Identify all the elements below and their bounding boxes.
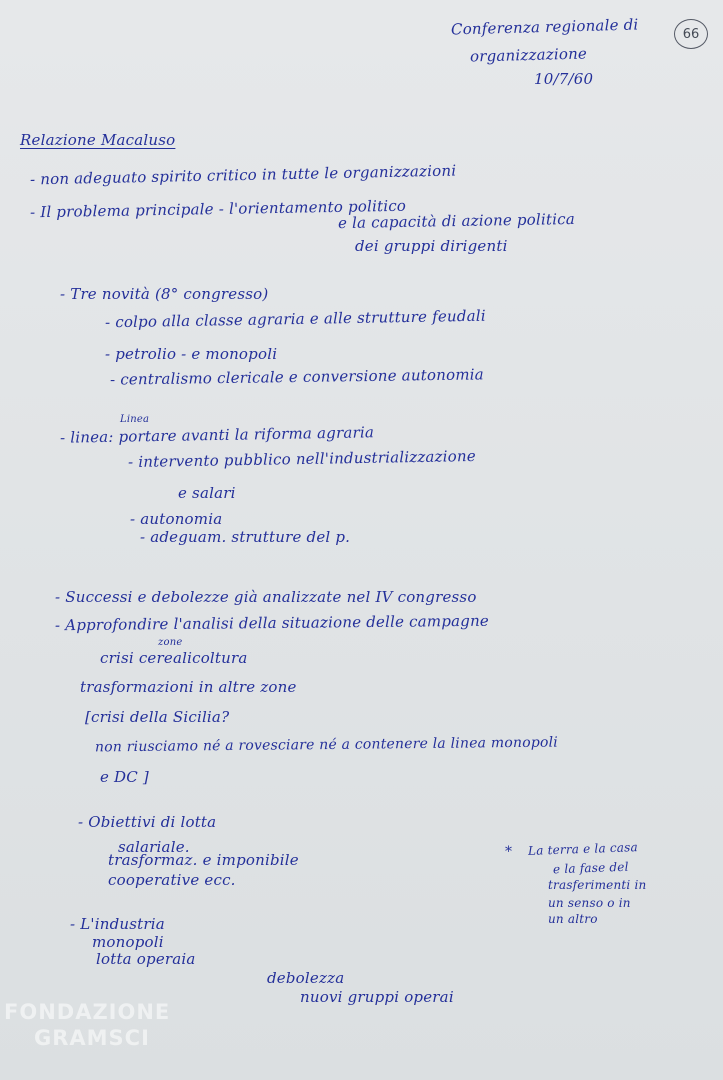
note-line: - Approfondire l'analisi della situazione delle campagne bbox=[54, 611, 490, 635]
note-inserted-word: Linea bbox=[120, 414, 150, 425]
side-note-line: un senso o in bbox=[548, 896, 631, 910]
note-line: - Obiettivi di lotta bbox=[78, 813, 217, 831]
note-line: e DC ] bbox=[100, 768, 149, 786]
note-line: - intervento pubblico nell'industrializzazione bbox=[127, 446, 477, 472]
note-line: - Successi e debolezze già analizzate nel IV congresso bbox=[55, 588, 477, 606]
note-line: trasformaz. e imponibile bbox=[108, 851, 299, 869]
note-line: [crisi della Sicilia? bbox=[85, 708, 230, 726]
note-line: debolezza bbox=[267, 969, 345, 987]
note-line: crisi cerealicoltura bbox=[100, 649, 248, 667]
note-line: - centralismo clericale e conversione autonomia bbox=[109, 365, 484, 389]
note-line: - linea: portare avanti la riforma agraria bbox=[59, 423, 375, 447]
note-line: - non adeguato spirito critico in tutte le organizzazioni bbox=[29, 161, 457, 189]
note-line: cooperative ecc. bbox=[108, 871, 236, 889]
note-inserted-word: zone bbox=[158, 637, 183, 648]
note-line: - Tre novità (8° congresso) bbox=[60, 285, 269, 303]
page-number-badge: 66 bbox=[674, 19, 708, 49]
note-line: e la capacità di azione politica bbox=[337, 209, 576, 233]
note-line: nuovi gruppi operai bbox=[300, 988, 454, 1006]
note-line: lotta operaia bbox=[96, 950, 196, 968]
watermark-line: FONDAZIONE bbox=[4, 1000, 171, 1024]
note-line: - Il problema principale - l'orientamento politico bbox=[29, 196, 407, 222]
note-line: - L'industria bbox=[70, 915, 165, 933]
side-note-line: un altro bbox=[548, 912, 598, 926]
note-line: e salari bbox=[178, 484, 236, 502]
header-date: 10/7/60 bbox=[534, 70, 594, 88]
side-note-mark: * bbox=[505, 844, 513, 860]
page-title: Relazione Macaluso bbox=[20, 131, 176, 149]
side-note-line: La terra e la casa bbox=[527, 840, 639, 858]
note-line: trasformazioni in altre zone bbox=[80, 678, 297, 696]
note-line: - petrolio - e monopoli bbox=[105, 345, 278, 363]
note-line: non riusciamo né a rovesciare né a contenere la linea monopoli bbox=[94, 734, 559, 756]
fondazione-gramsci-watermark bbox=[4, 1000, 170, 1050]
note-line: monopoli bbox=[92, 933, 164, 951]
note-line: dei gruppi dirigenti bbox=[355, 237, 508, 255]
note-line: - adeguam. strutture del p. bbox=[140, 528, 351, 546]
header-conference-title: Conferenza regionale di bbox=[450, 15, 639, 39]
note-line: - colpo alla classe agraria e alle strutture feudali bbox=[104, 306, 486, 332]
side-note-line: trasferimenti in bbox=[548, 878, 647, 892]
side-note-line: e la fase del bbox=[552, 859, 629, 877]
header-conference-subtitle: organizzazione bbox=[469, 44, 588, 66]
watermark-line: GRAMSCI bbox=[34, 1026, 150, 1050]
note-line: - autonomia bbox=[130, 510, 223, 528]
note-line: salariale. bbox=[118, 838, 190, 856]
